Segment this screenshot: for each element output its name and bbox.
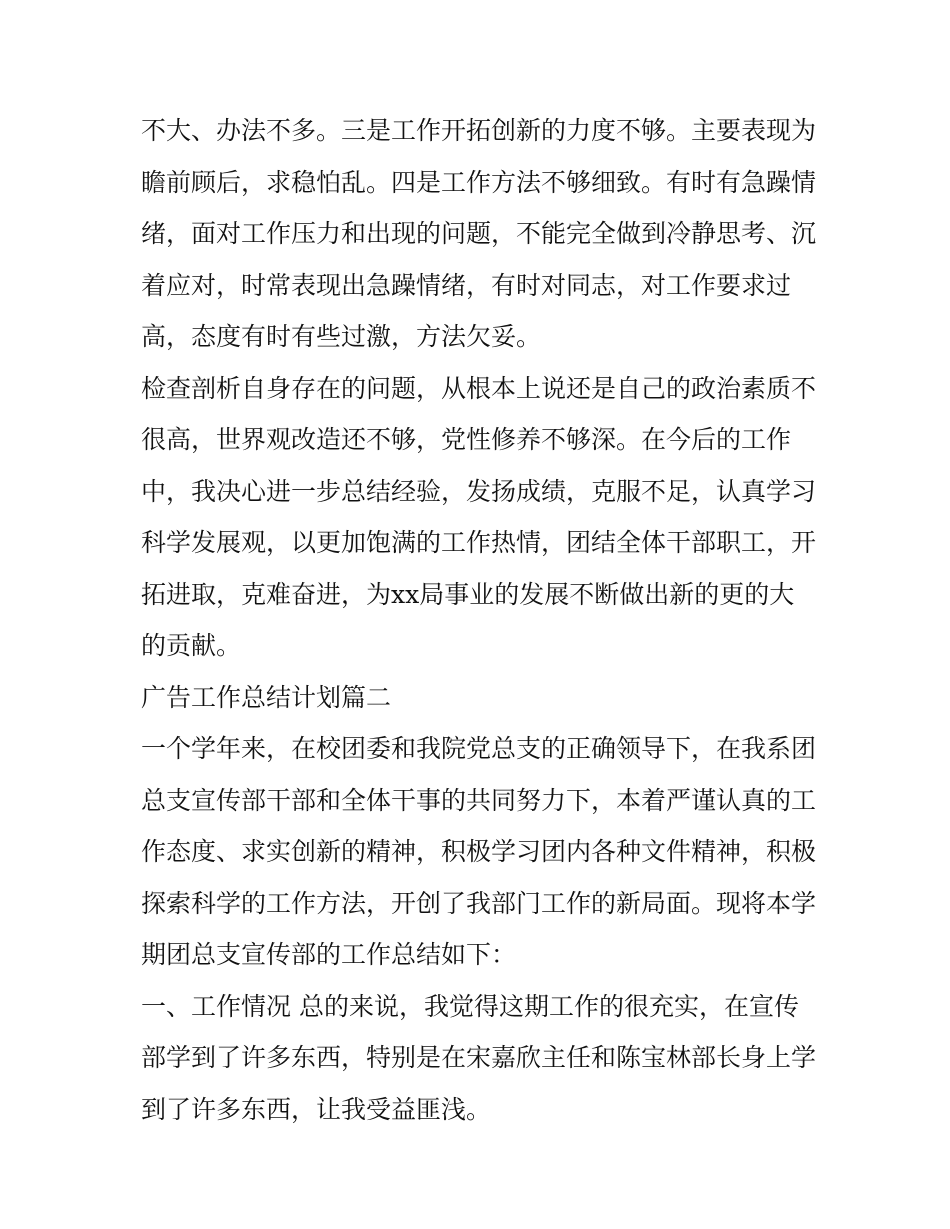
text-line: 的贡献。 [141,631,242,660]
text-line: 探索科学的工作方法，开创了我部门工作的新局面。现将本学 [141,888,817,918]
document-body [141,105,821,1135]
text-line: 一、工作情况 总的来说，我觉得这期工作的很充实，在宣传 [141,991,799,1021]
text-line: 不大、办法不多。三是工作开拓创新的力度不够。主要表现为 [141,116,817,145]
text-line: 作态度、求实创新的精神，积极学习团内各种文件精神，积极 [141,837,817,866]
text-line: 拓进取，克难奋进，为xx局事业的发展不断做出新的更的大 [141,579,795,609]
text-line: 期团总支宣传部的工作总结如下： [141,940,517,969]
text-line: 科学发展观，以更加饱满的工作热情，团结全体干部职工，开 [141,528,817,557]
text-line: 到了许多东西，让我受益匪浅。 [141,1094,492,1124]
text-line: 很高，世界观改造还不够，党性修养不够深。在今后的工作 [141,425,792,454]
text-line: 检查剖析自身存在的问题，从根本上说还是自己的政治素质不 [141,373,817,403]
text-line: 一个学年来，在校团委和我院党总支的正确领导下，在我系团 [141,734,817,763]
text-line: 绪，面对工作压力和出现的问题，不能完全做到冷静思考、沉 [141,219,817,248]
text-line: 部学到了许多东西，特别是在宋嘉欣主任和陈宝林部长身上学 [141,1043,817,1072]
text-line: 瞻前顾后，求稳怕乱。四是工作方法不够细致。有时有急躁情 [141,167,817,197]
text-line: 中，我决心进一步总结经验，发扬成绩，克服不足，认真学习 [141,476,817,506]
text-line: 总支宣传部干部和全体干事的共同努力下，本着严谨认真的工 [141,785,817,815]
text-line: 高，态度有时有些过激，方法欠妥。 [141,322,542,351]
text-line: 着应对，时常表现出急躁情绪，有时对同志，对工作要求过 [141,270,792,300]
section-heading: 广告工作总结计划篇二 [141,682,392,712]
